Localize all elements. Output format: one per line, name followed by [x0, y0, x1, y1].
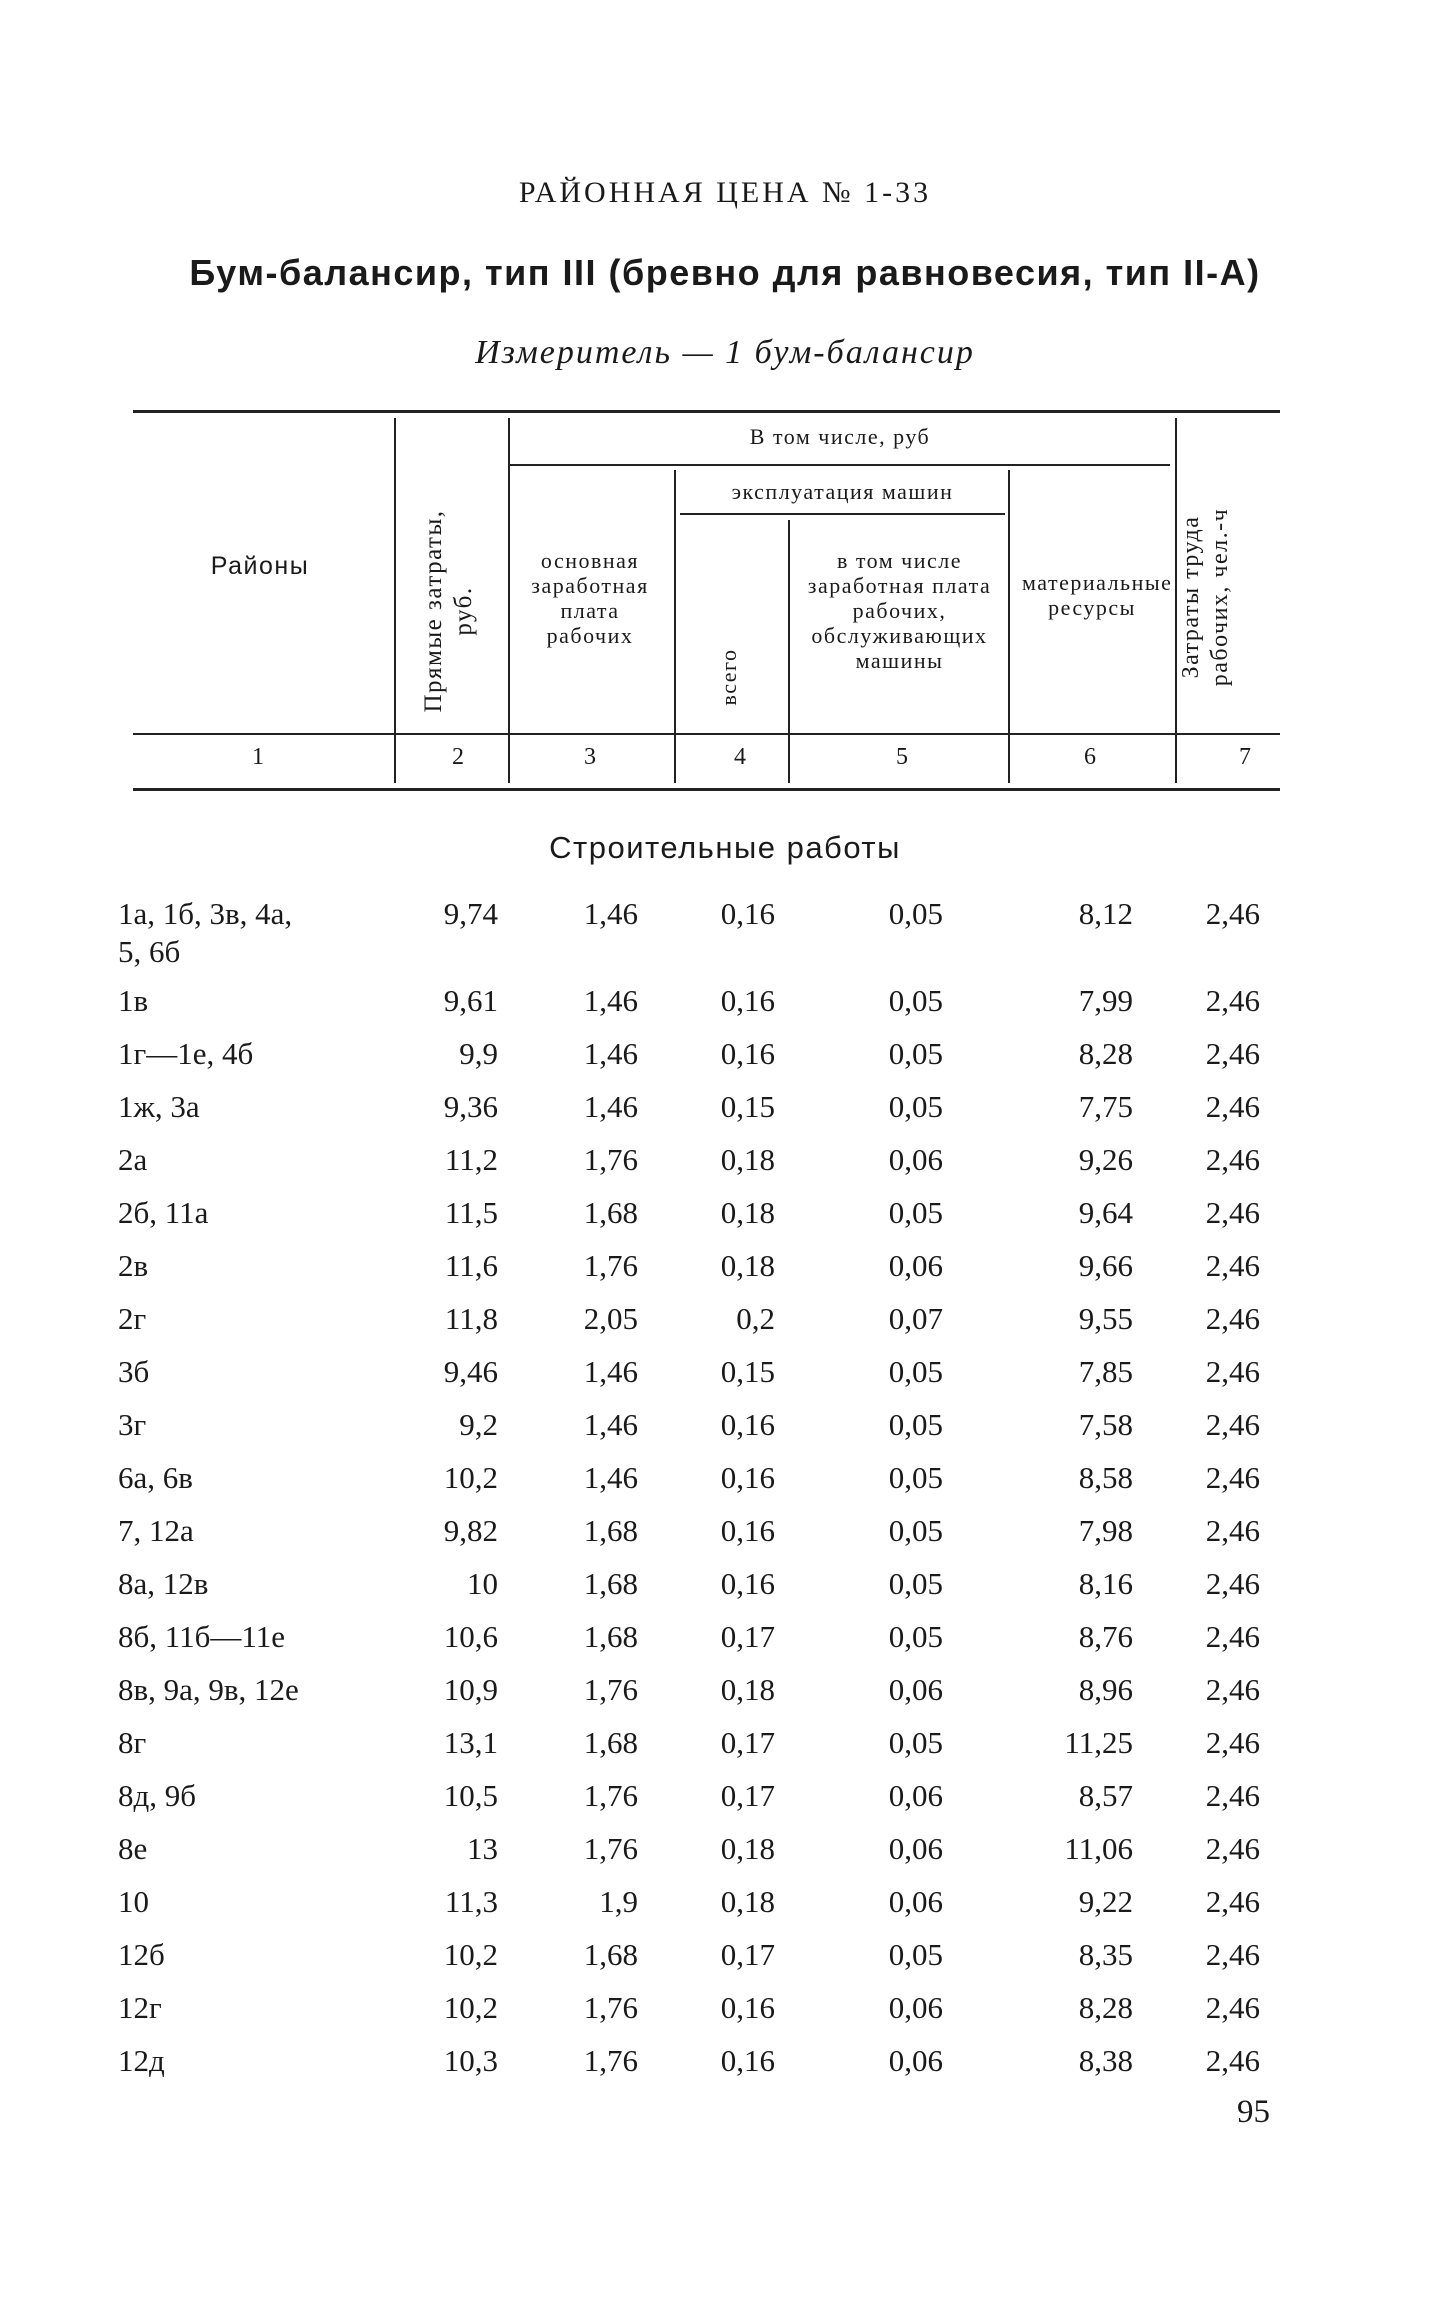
- machine-wage-cell: 0,06: [888, 1142, 943, 1177]
- table-row: [0, 983, 1450, 1033]
- table-row: [0, 1460, 1450, 1510]
- labor-cell: 2,46: [1205, 1460, 1260, 1495]
- direct-costs-cell: 10,2: [443, 1990, 498, 2025]
- region-cell: 2б, 11а: [118, 1195, 209, 1230]
- machine-total-cell: 0,16: [720, 1407, 775, 1442]
- machine-wage-cell: 0,05: [888, 1513, 943, 1548]
- region-cell: 8д, 9б: [118, 1778, 197, 1813]
- direct-costs-cell: 9,9: [459, 1036, 498, 1071]
- machine-total-cell: 0,18: [720, 1831, 775, 1866]
- base-wage-cell: 1,68: [583, 1725, 638, 1760]
- region-cell: 8в, 9а, 9в, 12е: [118, 1672, 299, 1707]
- region-cell: 12г: [118, 1990, 162, 2025]
- table-row: [0, 1513, 1450, 1563]
- machine-wage-cell: 0,06: [888, 1884, 943, 1919]
- machine-total-cell: 0,17: [720, 1937, 775, 1972]
- materials-cell: 11,06: [1064, 1831, 1133, 1866]
- machine-total-cell: 0,16: [720, 2043, 775, 2078]
- base-wage-cell: 1,68: [583, 1513, 638, 1548]
- materials-cell: 7,85: [1078, 1354, 1133, 1389]
- labor-cell: 2,46: [1205, 1195, 1260, 1230]
- materials-cell: 7,75: [1078, 1089, 1133, 1124]
- machine-total-cell: 0,16: [720, 896, 775, 931]
- machine-total-cell: 0,18: [720, 1195, 775, 1230]
- materials-cell: 8,76: [1078, 1619, 1133, 1654]
- header-machine-total: всего: [716, 648, 741, 706]
- base-wage-cell: 1,46: [583, 1089, 638, 1124]
- materials-cell: 8,35: [1078, 1937, 1133, 1972]
- materials-cell: 7,98: [1078, 1513, 1133, 1548]
- direct-costs-cell: 10,5: [443, 1778, 498, 1813]
- machine-wage-cell: 0,05: [888, 1195, 943, 1230]
- machine-wage-cell: 0,05: [888, 983, 943, 1018]
- direct-costs-cell: 10,2: [443, 1460, 498, 1495]
- base-wage-cell: 1,68: [583, 1619, 638, 1654]
- direct-costs-cell: 9,36: [443, 1089, 498, 1124]
- header-regions: Районы: [210, 552, 310, 580]
- column-number: 1: [252, 744, 264, 770]
- table-row: [0, 1725, 1450, 1775]
- labor-cell: 2,46: [1205, 1884, 1260, 1919]
- region-cell: 8б, 11б—11е: [118, 1619, 286, 1654]
- machine-total-cell: 0,18: [720, 1248, 775, 1283]
- machine-total-cell: 0,16: [720, 1036, 775, 1071]
- table-row: [0, 1778, 1450, 1828]
- machine-wage-cell: 0,05: [888, 1566, 943, 1601]
- table-row: [0, 1937, 1450, 1987]
- machine-wage-cell: 0,05: [888, 1725, 943, 1760]
- machine-total-cell: 0,16: [720, 1566, 775, 1601]
- direct-costs-cell: 9,2: [459, 1407, 498, 1442]
- base-wage-cell: 1,68: [583, 1195, 638, 1230]
- labor-cell: 2,46: [1205, 1142, 1260, 1177]
- base-wage-cell: 1,76: [583, 1672, 638, 1707]
- header-machine-ops: эксплуатация машин: [731, 479, 954, 504]
- direct-costs-cell: 10,9: [443, 1672, 498, 1707]
- page-number: 95: [1237, 2094, 1270, 2130]
- header-base-wage: основная заработная плата рабочих: [531, 548, 649, 648]
- direct-costs-cell: 10,3: [443, 2043, 498, 2078]
- table-row: [0, 1301, 1450, 1351]
- table-row: [0, 1619, 1450, 1669]
- header-machine-wage: в том числе заработная плата рабочих, обслуживающих машины: [807, 548, 992, 673]
- header-including: В том числе, руб: [749, 424, 931, 449]
- region-cell: 2в: [118, 1248, 149, 1283]
- base-wage-cell: 1,9: [599, 1884, 638, 1919]
- machine-total-cell: 0,17: [720, 1725, 775, 1760]
- materials-cell: 9,22: [1078, 1884, 1133, 1919]
- machine-total-cell: 0,15: [720, 1089, 775, 1124]
- column-number: 2: [452, 744, 464, 770]
- labor-cell: 2,46: [1205, 983, 1260, 1018]
- labor-cell: 2,46: [1205, 1831, 1260, 1866]
- region-cell: 12б: [118, 1937, 165, 1972]
- region-cell: 12д: [118, 2043, 165, 2078]
- column-number: 7: [1239, 744, 1251, 770]
- materials-cell: 8,16: [1078, 1566, 1133, 1601]
- base-wage-cell: 2,05: [583, 1301, 638, 1336]
- section-title: Строительные работы: [549, 830, 901, 865]
- materials-cell: 11,25: [1064, 1725, 1133, 1760]
- machine-wage-cell: 0,06: [888, 1831, 943, 1866]
- machine-total-cell: 0,18: [720, 1672, 775, 1707]
- base-wage-cell: 1,68: [583, 1566, 638, 1601]
- machine-wage-cell: 0,05: [888, 1937, 943, 1972]
- column-number: 3: [584, 744, 596, 770]
- machine-wage-cell: 0,06: [888, 1990, 943, 2025]
- column-number: 5: [896, 744, 908, 770]
- direct-costs-cell: 9,74: [443, 896, 498, 931]
- table-row: [0, 1831, 1450, 1881]
- machine-wage-cell: 0,06: [888, 2043, 943, 2078]
- materials-cell: 9,64: [1078, 1195, 1133, 1230]
- materials-cell: 9,55: [1078, 1301, 1133, 1336]
- region-cell: 2г: [118, 1301, 147, 1336]
- region-cell: 1ж, 3а: [118, 1089, 200, 1124]
- labor-cell: 2,46: [1205, 1089, 1260, 1124]
- labor-cell: 2,46: [1205, 1672, 1260, 1707]
- labor-cell: 2,46: [1205, 1301, 1260, 1336]
- machine-wage-cell: 0,05: [888, 1407, 943, 1442]
- measurement-unit: Измеритель — 1 бум-балансир: [475, 334, 975, 371]
- header-materials: материальные ресурсы: [1022, 570, 1173, 620]
- base-wage-cell: 1,46: [583, 1407, 638, 1442]
- column-number: 4: [734, 744, 746, 770]
- direct-costs-cell: 13: [467, 1831, 498, 1866]
- region-cell-continuation: 5, 6б: [118, 934, 181, 969]
- region-cell: 6а, 6в: [118, 1460, 193, 1495]
- machine-wage-cell: 0,06: [888, 1672, 943, 1707]
- table-row: [0, 1354, 1450, 1404]
- materials-cell: 8,96: [1078, 1672, 1133, 1707]
- materials-cell: 8,58: [1078, 1460, 1133, 1495]
- region-cell: 2а: [118, 1142, 148, 1177]
- direct-costs-cell: 11,3: [444, 1884, 498, 1919]
- direct-costs-cell: 9,82: [443, 1513, 498, 1548]
- table-row: [0, 1990, 1450, 2040]
- region-cell: 1г—1е, 4б: [118, 1036, 254, 1071]
- machine-total-cell: 0,17: [720, 1778, 775, 1813]
- machine-wage-cell: 0,05: [888, 1460, 943, 1495]
- direct-costs-cell: 11,8: [444, 1301, 498, 1336]
- region-cell: 8г: [118, 1725, 147, 1760]
- table-row: [0, 1248, 1450, 1298]
- base-wage-cell: 1,76: [583, 1248, 638, 1283]
- materials-cell: 9,26: [1078, 1142, 1133, 1177]
- base-wage-cell: 1,76: [583, 1990, 638, 2025]
- region-cell: 7, 12а: [118, 1513, 194, 1548]
- base-wage-cell: 1,68: [583, 1937, 638, 1972]
- machine-wage-cell: 0,06: [888, 1778, 943, 1813]
- direct-costs-cell: 9,46: [443, 1354, 498, 1389]
- machine-total-cell: 0,15: [720, 1354, 775, 1389]
- direct-costs-cell: 11,5: [444, 1195, 498, 1230]
- direct-costs-cell: 11,6: [444, 1248, 498, 1283]
- machine-wage-cell: 0,07: [888, 1301, 943, 1336]
- labor-cell: 2,46: [1205, 1354, 1260, 1389]
- materials-cell: 8,28: [1078, 1036, 1133, 1071]
- labor-cell: 2,46: [1205, 1778, 1260, 1813]
- base-wage-cell: 1,76: [583, 2043, 638, 2078]
- materials-cell: 8,57: [1078, 1778, 1133, 1813]
- header-labor: Затраты труда рабочих, чел.-ч: [1178, 507, 1233, 687]
- base-wage-cell: 1,46: [583, 1460, 638, 1495]
- labor-cell: 2,46: [1205, 2043, 1260, 2078]
- materials-cell: 7,58: [1078, 1407, 1133, 1442]
- materials-cell: 7,99: [1078, 983, 1133, 1018]
- machine-wage-cell: 0,05: [888, 1619, 943, 1654]
- labor-cell: 2,46: [1205, 896, 1260, 931]
- machine-wage-cell: 0,06: [888, 1248, 943, 1283]
- materials-cell: 8,28: [1078, 1990, 1133, 2025]
- region-cell: 1а, 1б, 3в, 4а,: [118, 896, 293, 931]
- labor-cell: 2,46: [1205, 1513, 1260, 1548]
- labor-cell: 2,46: [1205, 1990, 1260, 2025]
- labor-cell: 2,46: [1205, 1248, 1260, 1283]
- machine-total-cell: 0,18: [720, 1884, 775, 1919]
- region-cell: 1в: [118, 983, 149, 1018]
- base-wage-cell: 1,46: [583, 983, 638, 1018]
- direct-costs-cell: 10,6: [443, 1619, 498, 1654]
- machine-wage-cell: 0,05: [888, 896, 943, 931]
- table-row: [0, 1407, 1450, 1457]
- direct-costs-cell: 10: [467, 1566, 498, 1601]
- base-wage-cell: 1,46: [583, 1354, 638, 1389]
- machine-total-cell: 0,17: [720, 1619, 775, 1654]
- materials-cell: 8,12: [1078, 896, 1133, 931]
- region-cell: 8а, 12в: [118, 1566, 209, 1601]
- page-title: Бум-балансир, тип III (бревно для равновесия, тип II-A): [189, 252, 1261, 293]
- table-row: [0, 1566, 1450, 1616]
- direct-costs-cell: 11,2: [444, 1142, 498, 1177]
- materials-cell: 8,38: [1078, 2043, 1133, 2078]
- region-cell: 8е: [118, 1831, 148, 1866]
- labor-cell: 2,46: [1205, 1725, 1260, 1760]
- machine-total-cell: 0,16: [720, 1460, 775, 1495]
- base-wage-cell: 1,76: [583, 1831, 638, 1866]
- machine-wage-cell: 0,05: [888, 1036, 943, 1071]
- base-wage-cell: 1,76: [583, 1778, 638, 1813]
- direct-costs-cell: 10,2: [443, 1937, 498, 1972]
- machine-total-cell: 0,18: [720, 1142, 775, 1177]
- materials-cell: 9,66: [1078, 1248, 1133, 1283]
- labor-cell: 2,46: [1205, 1036, 1260, 1071]
- table-row: [0, 1089, 1450, 1139]
- base-wage-cell: 1,46: [583, 1036, 638, 1071]
- base-wage-cell: 1,76: [583, 1142, 638, 1177]
- direct-costs-cell: 13,1: [443, 1725, 498, 1760]
- machine-total-cell: 0,16: [720, 983, 775, 1018]
- machine-total-cell: 0,16: [720, 1513, 775, 1548]
- region-cell: 3б: [118, 1354, 150, 1389]
- running-head: РАЙОННАЯ ЦЕНА № 1-33: [518, 176, 932, 209]
- base-wage-cell: 1,46: [583, 896, 638, 931]
- table-row: [0, 1036, 1450, 1086]
- labor-cell: 2,46: [1205, 1619, 1260, 1654]
- column-number: 6: [1084, 744, 1096, 770]
- region-cell: 10: [118, 1884, 149, 1919]
- header-direct-costs: Прямые затраты, руб.: [420, 509, 477, 713]
- table-row: [0, 1142, 1450, 1192]
- table-row: [0, 1195, 1450, 1245]
- table-row: [0, 1672, 1450, 1722]
- machine-total-cell: 0,2: [736, 1301, 775, 1336]
- machine-total-cell: 0,16: [720, 1990, 775, 2025]
- table-row: [0, 1884, 1450, 1934]
- region-cell: 3г: [118, 1407, 147, 1442]
- labor-cell: 2,46: [1205, 1937, 1260, 1972]
- machine-wage-cell: 0,05: [888, 1354, 943, 1389]
- table-row: [0, 896, 1450, 969]
- table-row: [0, 2043, 1450, 2093]
- machine-wage-cell: 0,05: [888, 1089, 943, 1124]
- direct-costs-cell: 9,61: [443, 983, 498, 1018]
- labor-cell: 2,46: [1205, 1407, 1260, 1442]
- labor-cell: 2,46: [1205, 1566, 1260, 1601]
